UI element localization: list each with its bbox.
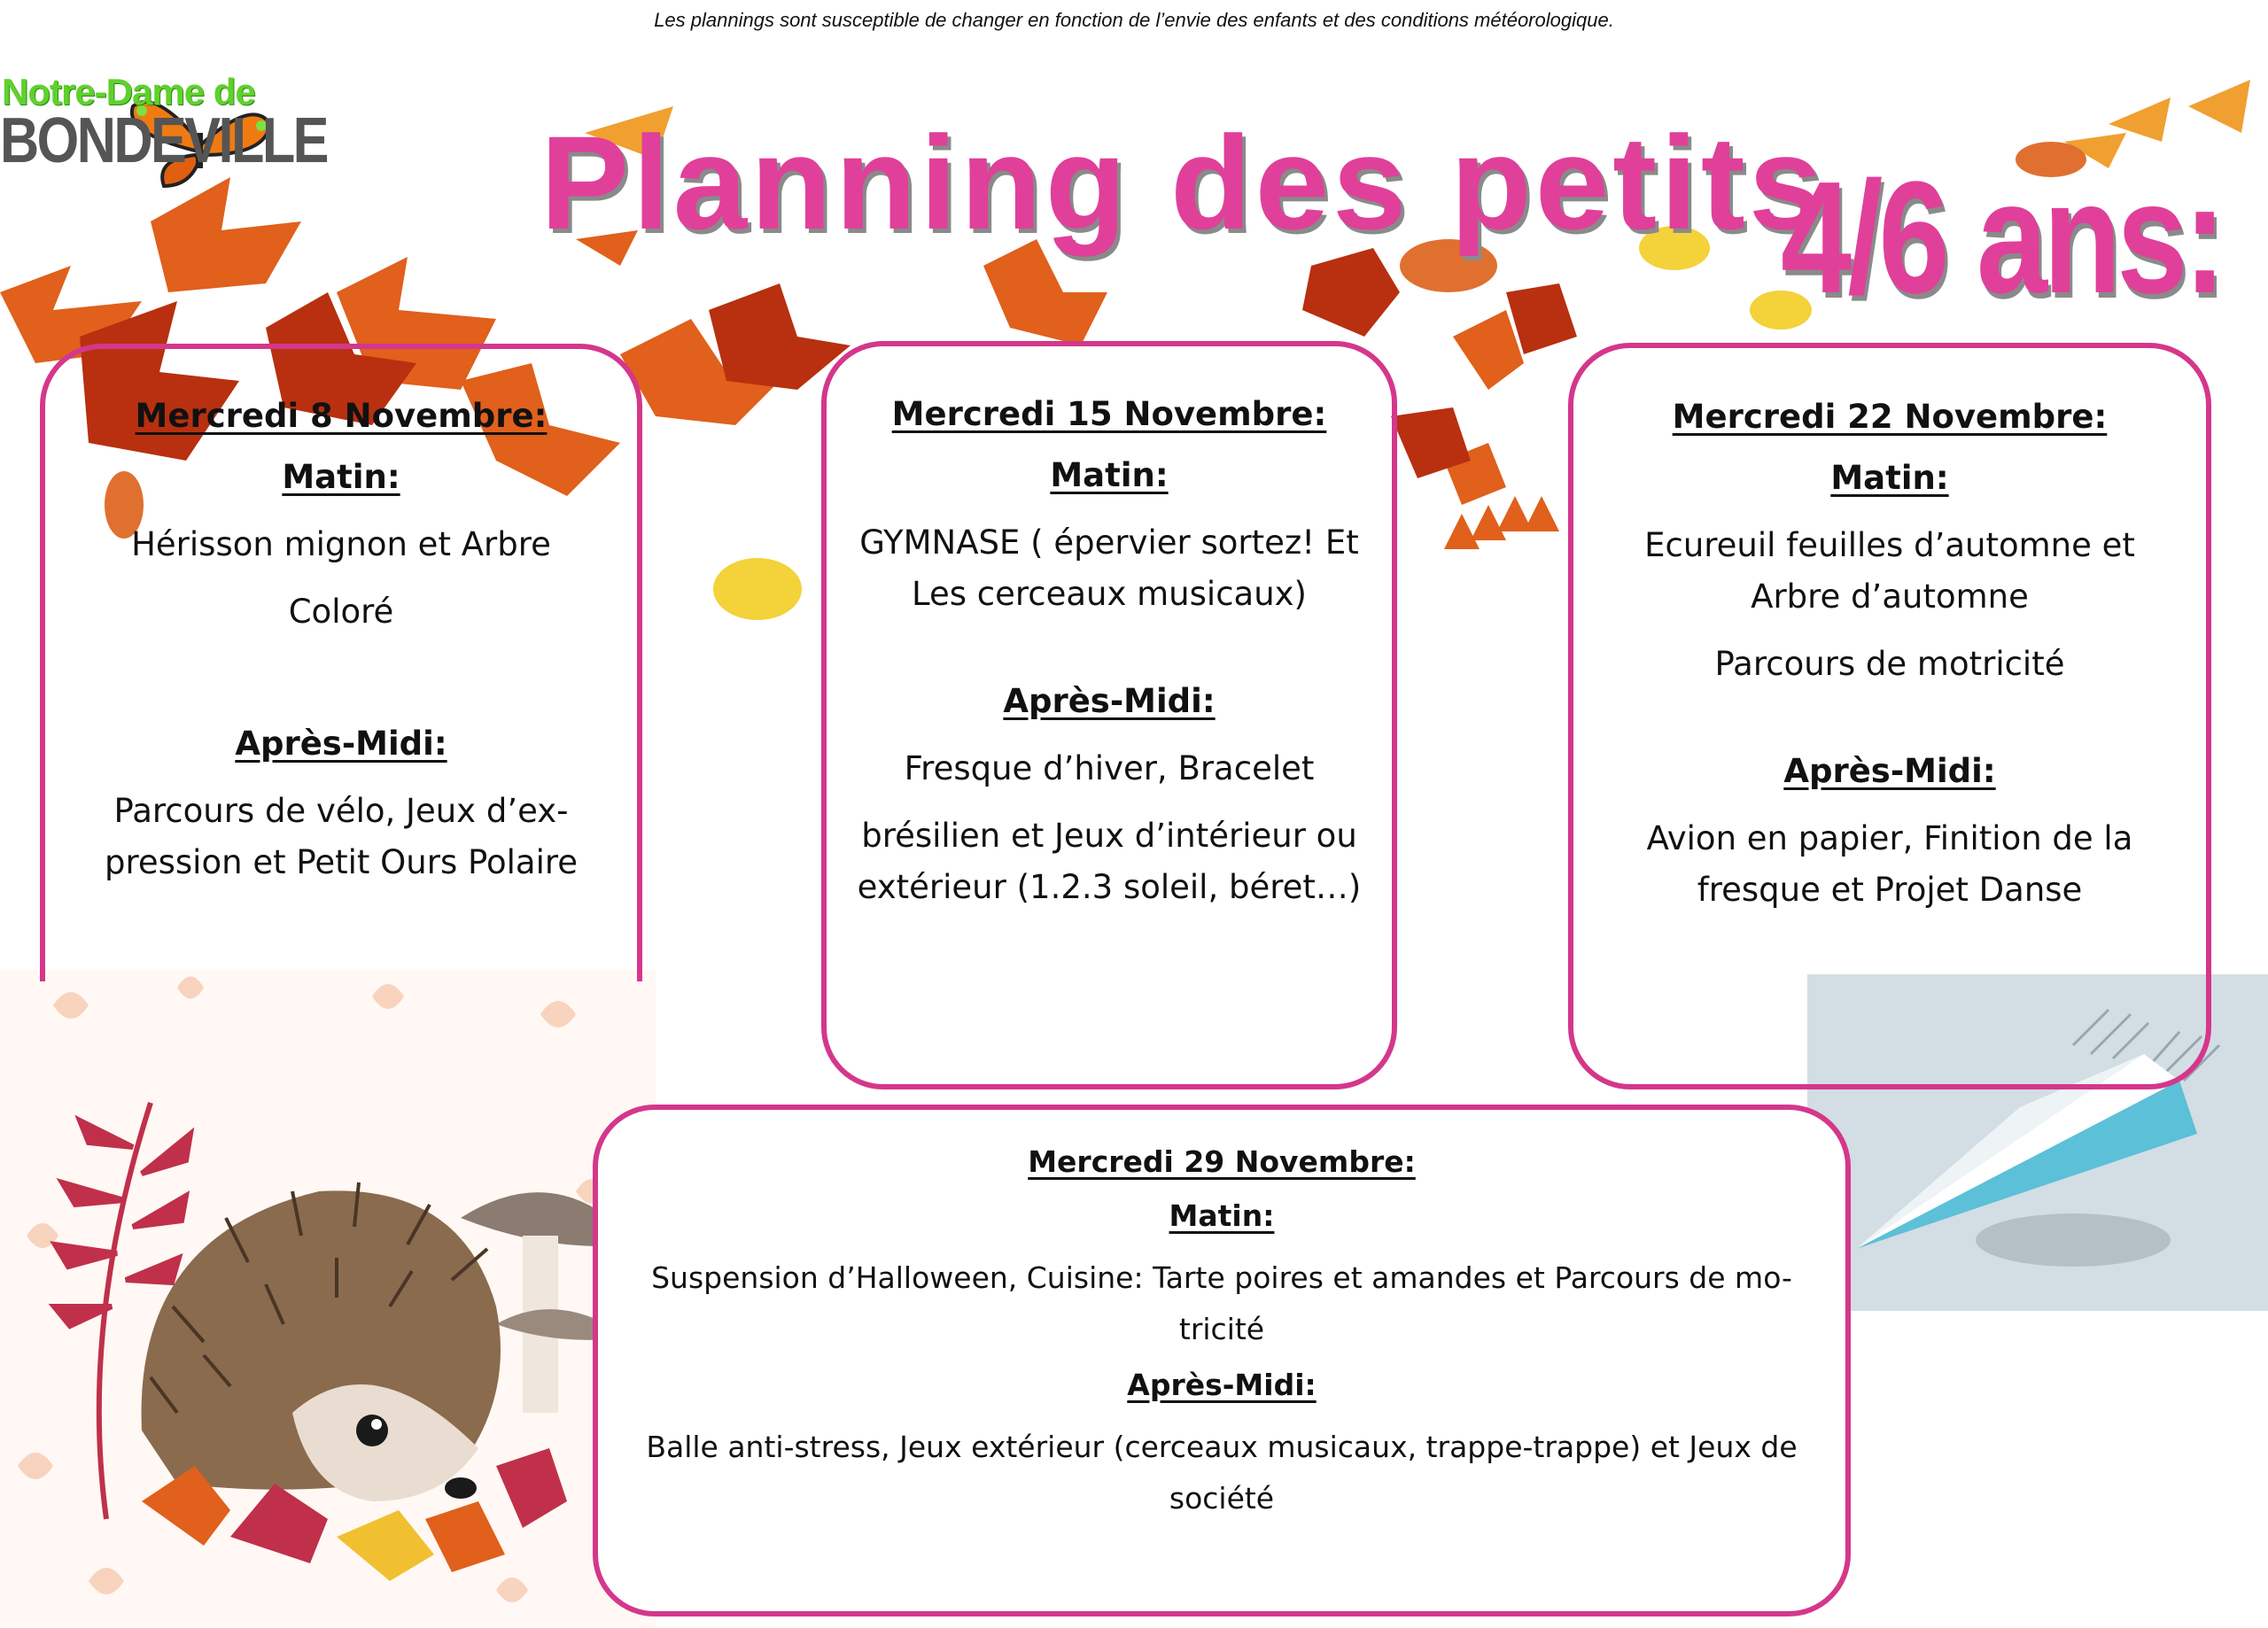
morning-activity-line: Ecureuil feuilles d’automne et	[1644, 526, 2135, 564]
day-date: Mercredi 29 Novembre:	[1028, 1144, 1416, 1179]
afternoon-label: Après-Midi:	[1127, 1368, 1317, 1402]
afternoon-activity-line: pression et Petit Ours Polaire	[104, 843, 579, 881]
morning-activity-line: tricité	[1178, 1312, 1265, 1346]
day-card-3-content	[1568, 398, 2211, 916]
morning-activity-line: Arbre d’automne	[1751, 578, 2029, 616]
afternoon-activity-line: fresque et Projet Danse	[1697, 871, 2083, 909]
morning-activity-line: Coloré	[288, 593, 394, 631]
day-card-2-content	[821, 395, 1397, 913]
schedule-change-notice: Les plannings sont susceptible de changer en fonction de l’envie des enfants et des conditions météorologique.	[654, 9, 1614, 31]
logo-town-name-top: Notre-Dame de	[2, 71, 255, 112]
morning-label: Matin:	[282, 458, 400, 496]
afternoon-label: Après-Midi:	[1783, 752, 1996, 790]
morning-label: Matin:	[1830, 459, 1949, 497]
page-title: Planning des petits	[540, 108, 1827, 257]
morning-label: Matin:	[1169, 1198, 1275, 1233]
afternoon-label: Après-Midi:	[235, 725, 447, 763]
morning-activity-line: Parcours de motricité	[1714, 645, 2065, 683]
logo-town-name-bottom: BONDEVILLE	[0, 105, 327, 176]
day-card-4-content	[593, 1144, 1851, 1524]
day-date: Mercredi 15 Novembre:	[891, 395, 1327, 433]
afternoon-activity-line: Avion en papier, Finition de la	[1646, 819, 2133, 857]
day-card-1-content	[40, 397, 642, 888]
morning-activity-line: GYMNASE ( épervier sortez! Et	[859, 523, 1359, 562]
afternoon-label: Après-Midi:	[1003, 682, 1216, 720]
afternoon-activity-line: Parcours de vélo, Jeux d’ex-	[113, 792, 569, 830]
morning-label: Matin:	[1050, 456, 1169, 494]
afternoon-activity-line: extérieur (1.2.3 soleil, béret…)	[857, 868, 1362, 906]
morning-activity-line: Suspension d’Halloween, Cuisine: Tarte poires et amandes et Parcours de mo-	[651, 1260, 1792, 1295]
day-date: Mercredi 22 Novembre:	[1672, 398, 2108, 436]
day-date: Mercredi 8 Novembre:	[135, 397, 548, 435]
afternoon-activity-line: Balle anti-stress, Jeux extérieur (cerceaux musicaux, trappe-trappe) et Jeux de	[646, 1430, 1798, 1464]
afternoon-activity-line: société	[1169, 1481, 1275, 1516]
hedgehog-illustration	[0, 970, 656, 1628]
age-group-title: 4/6 ans:	[1781, 149, 2222, 327]
afternoon-activity-line: Fresque d’hiver, Bracelet	[904, 749, 1315, 787]
morning-activity-line: Hérisson mignon et Arbre	[131, 525, 551, 563]
morning-activity-line: Les cerceaux musicaux)	[911, 575, 1307, 613]
afternoon-activity-line: brésilien et Jeux d’intérieur ou	[861, 817, 1357, 855]
